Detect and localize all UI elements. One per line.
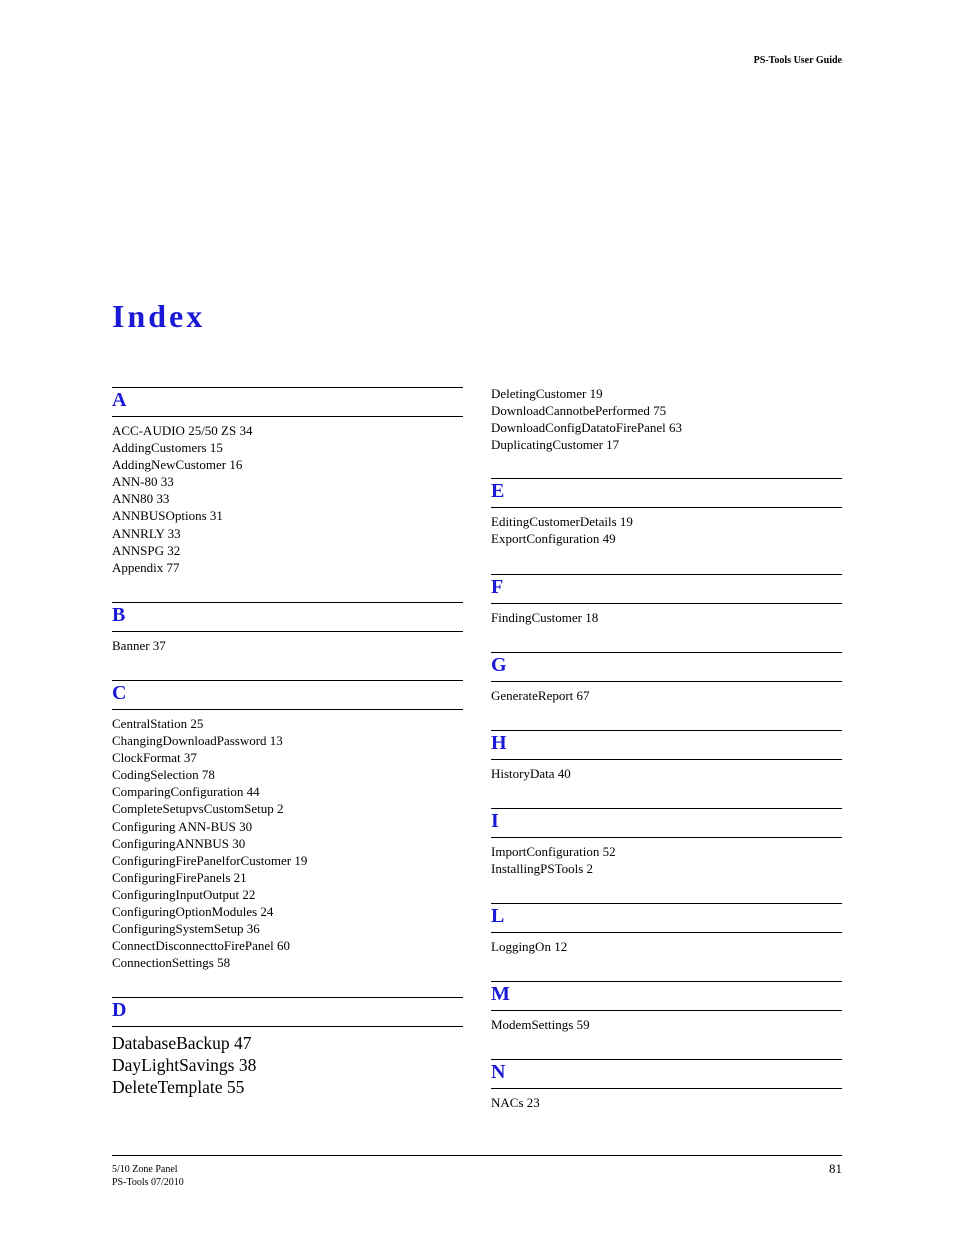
- index-entry: DuplicatingCustomer 17: [491, 437, 620, 453]
- entry-list: [112, 637, 463, 654]
- index-entry: ANN80 33: [112, 491, 170, 507]
- index-section-i: [491, 808, 842, 877]
- section-letter: L: [491, 905, 505, 928]
- index-entry: GenerateReport 67: [491, 687, 590, 703]
- index-entry: ConfiguringFirePanels 21: [112, 869, 247, 885]
- index-entry: ClockFormat 37: [112, 750, 197, 766]
- index-entry: DeletingCustomer 19: [491, 386, 603, 401]
- entry-list: [491, 1094, 842, 1111]
- index-entry: ConfiguringInputOutput 22: [112, 886, 256, 902]
- index-entry: InstallingPSTools 2: [491, 860, 594, 876]
- index-entry: DownloadCannotbePerformed 75: [491, 403, 667, 419]
- index-entry: CompleteSetupvsCustomSetup 2: [112, 801, 284, 817]
- section-letter: B: [112, 603, 126, 626]
- index-section-c: [112, 680, 463, 971]
- section-header: [491, 730, 842, 760]
- index-section-l: [491, 903, 842, 955]
- section-letter: G: [491, 653, 507, 676]
- entry-list: [491, 1016, 842, 1033]
- section-header: [491, 981, 842, 1011]
- index-entry: Configuring ANN-BUS 30: [112, 818, 253, 834]
- entry-list: [491, 687, 842, 704]
- index-section-a: [112, 387, 463, 576]
- index-entry: ModemSettings 59: [491, 1017, 590, 1033]
- index-entry: ChangingDownloadPassword 13: [112, 733, 283, 749]
- entry-list: [491, 513, 842, 547]
- page-title: Index: [112, 298, 206, 334]
- index-entry: ANNBUSOptions 31: [112, 508, 223, 524]
- header-title: PS-Tools User Guide: [753, 55, 842, 66]
- index-entry: ANNRLY 33: [112, 525, 181, 541]
- index-entry: DatabaseBackup 47: [112, 1033, 252, 1054]
- index-entry: DeleteTemplate 55: [112, 1077, 245, 1098]
- index-section-g: [491, 652, 842, 704]
- entry-list: [491, 765, 842, 782]
- footer-info: [112, 1163, 184, 1189]
- index-entry: HistoryData 40: [491, 765, 571, 781]
- entry-list: [491, 938, 842, 955]
- index-entry: EditingCustomerDetails 19: [491, 514, 633, 530]
- section-letter: C: [112, 681, 127, 704]
- index-entry: ConfiguringANNBUS 30: [112, 835, 246, 851]
- index-entry: ACC-AUDIO 25/50 ZS 34: [112, 423, 253, 438]
- section-letter: H: [491, 731, 507, 754]
- index-entry: CodingSelection 78: [112, 767, 215, 783]
- index-entry: AddingCustomers 15: [112, 440, 223, 456]
- section-header: [491, 574, 842, 604]
- index-entry: AddingNewCustomer 16: [112, 457, 243, 473]
- index-section-n: [491, 1059, 842, 1111]
- index-entry: ANNSPG 32: [112, 542, 181, 558]
- index-entry: ConnectDisconnecttoFirePanel 60: [112, 938, 290, 954]
- section-header: [491, 478, 842, 508]
- index-section-b: [112, 602, 463, 654]
- index-entry: LoggingOn 12: [491, 939, 568, 955]
- section-header: [491, 1059, 842, 1089]
- index-section-m: [491, 981, 842, 1033]
- index-entry: ComparingConfiguration 44: [112, 784, 260, 800]
- entry-list: [491, 843, 842, 877]
- section-letter: I: [491, 809, 499, 832]
- section-letter: N: [491, 1061, 506, 1084]
- index-section-d: [112, 997, 463, 1098]
- index-section-f: [491, 574, 842, 626]
- section-letter: A: [112, 389, 127, 411]
- index-entry: NACs 23: [491, 1095, 540, 1111]
- section-letter: M: [491, 983, 510, 1006]
- index-entry: ConfiguringFirePanelforCustomer 19: [112, 852, 308, 868]
- index-section-h: [491, 730, 842, 782]
- index-entry: Appendix 77: [112, 559, 180, 575]
- section-letter: F: [491, 575, 504, 598]
- footer-divider: [112, 1155, 842, 1156]
- section-header: [491, 652, 842, 682]
- entry-list: [112, 422, 463, 576]
- index-section-e: [491, 478, 842, 547]
- index-entry: ConnectionSettings 58: [112, 955, 231, 971]
- section-letter: D: [112, 999, 127, 1022]
- index-right-column: [491, 380, 842, 1137]
- index-entry: DownloadConfigDatatoFirePanel 63: [491, 420, 682, 436]
- index-entry: ExportConfiguration 49: [491, 531, 616, 547]
- section-header: [112, 602, 463, 632]
- section-header: [112, 680, 463, 710]
- continued-entry-list: [491, 385, 842, 453]
- section-header: [491, 903, 842, 933]
- index-entry: FindingCustomer 18: [491, 609, 599, 625]
- entry-list: [491, 609, 842, 626]
- index-entry: ANN-80 33: [112, 474, 174, 490]
- index-entry: CentralStation 25: [112, 715, 204, 731]
- index-entry: ConfiguringSystemSetup 36: [112, 921, 260, 937]
- section-header: [112, 997, 463, 1027]
- index-entry: ImportConfiguration 52: [491, 843, 616, 859]
- index-entry: DayLightSavings 38: [112, 1055, 257, 1076]
- footer-product: 5/10 Zone Panel: [112, 1164, 178, 1175]
- footer-doc-version: PS-Tools 07/2010: [112, 1177, 184, 1188]
- section-letter: E: [491, 480, 505, 503]
- entry-list: [112, 1032, 463, 1098]
- page-number: 81: [829, 1161, 842, 1176]
- entry-list: [112, 715, 463, 971]
- section-header: [112, 387, 463, 417]
- section-header: [491, 808, 842, 838]
- index-entry: Banner 37: [112, 637, 166, 653]
- index-entry: ConfiguringOptionModules 24: [112, 903, 274, 919]
- index-left-column: [112, 387, 463, 1124]
